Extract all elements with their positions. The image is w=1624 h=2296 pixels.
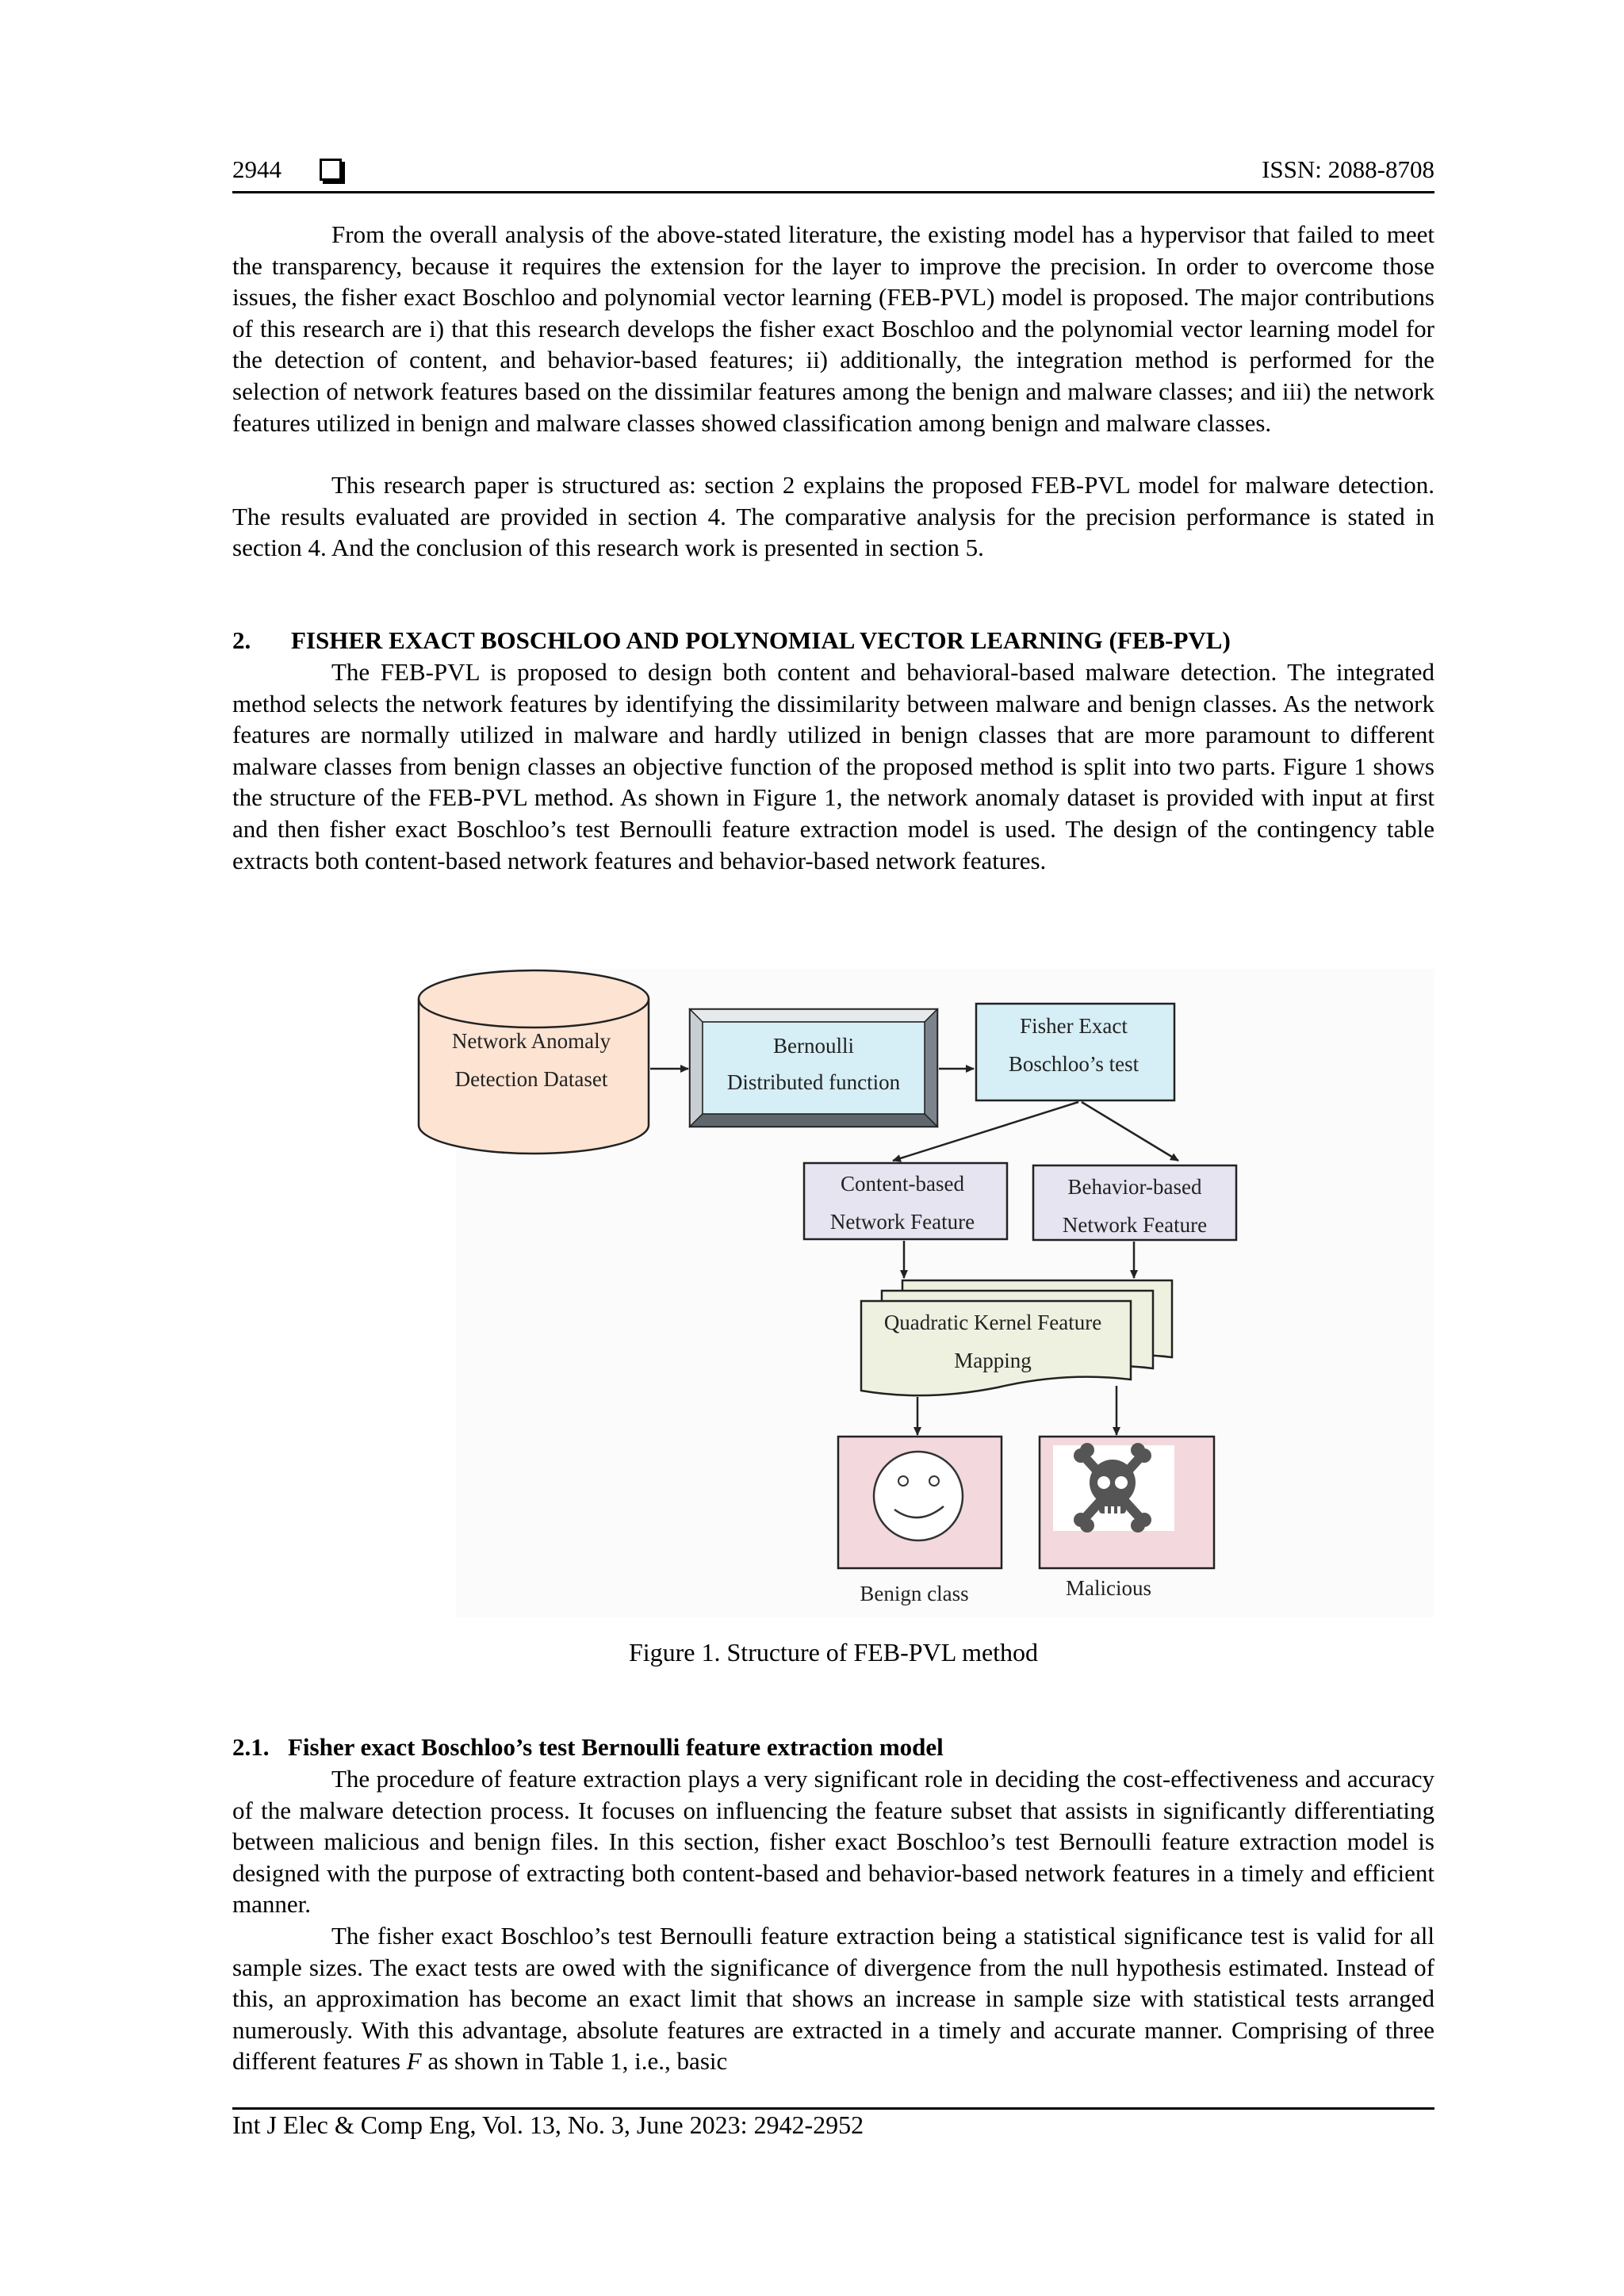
section-2-1-paragraph-1: The procedure of feature extraction plays a very significant role in deciding the cost-effectiveness and accuracy of the malware detection process. It focuses on influencing the feature subset that assists in significantly differentiating between malicious and benign files. In this section, fisher exact Boschloo’s test Bernoulli feature extraction model is designed with the purpose of extracting both content-based and behavior-based network features in a timely and efficient manner. bbox=[232, 1765, 1434, 1919]
quad-label-2: Mapping bbox=[954, 1349, 1032, 1372]
fisher-label-2: Boschloo’s test bbox=[1008, 1052, 1139, 1076]
bernoulli-box bbox=[690, 1009, 937, 1127]
intro-paragraph-1: From the overall analysis of the above-stated literature, the existing model has a hypervisor that failed to meet the transparency, because it requires the extension for the layer to improve the precision. In order to overcome those issues, the fisher exact Boschloo and polynomial vector learning (FEB-PVL) model is proposed. The major contributions of this research are i) that this research develops the fisher exact Boschloo and the polynomial vector learning model for the detection of content, and behavior-based features; ii) additionally, the integration method is performed for the selection of network features based on the dissimilar features among the benign and malware classes; and iii) the network features utilized in benign and malware classes showed classification among benign and malware classes. bbox=[232, 220, 1434, 437]
quad-label-1: Quadratic Kernel Feature bbox=[883, 1311, 1102, 1334]
section-2-1-paragraph-2-start: The fisher exact Boschloo’s test Bernoulli feature extraction being a statistical significance test is valid for all sample sizes. The exact tests are owed with the significance of divergence from the null hypothesis estimated. Instead of this, an approximation has become an exact limit that shows an increase in sample size with statistical tests arranged numerously. With this advantage, absolute features are extracted in a timely and accurate manner. Comprising of three different features bbox=[232, 1922, 1434, 2076]
content-label-1: Content-based bbox=[841, 1172, 964, 1196]
malicious-label: Malicious bbox=[1066, 1576, 1151, 1600]
issn: ISSN: 2088-8708 bbox=[1262, 155, 1434, 183]
fisher-label-1: Fisher Exact bbox=[1020, 1014, 1128, 1038]
benign-class-label: Benign class bbox=[860, 1582, 969, 1605]
content-based-box bbox=[804, 1163, 1007, 1239]
section-2-number: 2. bbox=[232, 626, 251, 654]
malicious-box bbox=[1040, 1437, 1214, 1600]
section-2-1-heading bbox=[232, 1733, 1434, 1762]
section-2-title: FISHER EXACT BOSCHLOO AND POLYNOMIAL VECTOR LEARNING (FEB-PVL) bbox=[291, 626, 1231, 654]
section-2-1-title: Fisher exact Boschloo’s test Bernoulli feature extraction model bbox=[288, 1733, 944, 1761]
behavior-label-1: Behavior-based bbox=[1067, 1175, 1202, 1199]
dataset-label-2: Detection Dataset bbox=[454, 1067, 608, 1091]
dataset-cylinder bbox=[419, 970, 649, 1154]
section-2-1-paragraph-2 bbox=[232, 1920, 1434, 2077]
fisher-box bbox=[976, 1004, 1174, 1100]
quadratic-kernel-mapping-box bbox=[861, 1280, 1172, 1395]
benign-class-box bbox=[838, 1437, 1002, 1605]
section-2-1-paragraph-2-end: as shown in Table 1, i.e., basic bbox=[427, 2047, 728, 2076]
bernoulli-label-1: Bernoulli bbox=[773, 1034, 854, 1058]
section-2-paragraph: The FEB-PVL is proposed to design both content and behavioral-based malware detection. The integrated method selects the network features by identifying the dissimilarity between malware and benign classes. As the network features are normally utilized in malware and hardly utilized in benign classes that are more paramount to different malware classes from benign classes an objective function of the proposed method is split into two parts. Figure 1 shows the structure of the FEB-PVL method. As shown in Figure 1, the network anomaly dataset is provided with input at first and then fisher exact Boschloo’s test Bernoulli feature extraction model is used. The design of the contingency table extracts both content-based network features and behavior-based network features. bbox=[232, 658, 1434, 874]
smiley-face-icon bbox=[874, 1452, 963, 1540]
content-label-2: Network Feature bbox=[829, 1210, 975, 1234]
dataset-label-1: Network Anomaly bbox=[451, 1029, 611, 1053]
footer-citation: Int J Elec & Comp Eng, Vol. 13, No. 3, June 2023: 2942-2952 bbox=[232, 2110, 864, 2139]
intro-paragraph-2: This research paper is structured as: section 2 explains the proposed FEB-PVL model for malware detection. The results evaluated are provided in section 4. The comparative analysis for the precision performance is stated in section 4. And the conclusion of this research work is presented in section 5. bbox=[232, 471, 1434, 562]
arrow-fisher-to-behavior bbox=[1082, 1102, 1178, 1161]
behavior-label-2: Network Feature bbox=[1062, 1213, 1208, 1237]
page-number: 2944 bbox=[232, 155, 282, 183]
section-2-1-number: 2.1. bbox=[232, 1733, 270, 1761]
figure-1-caption: Figure 1. Structure of FEB-PVL method bbox=[628, 1638, 1039, 1667]
footer-rule bbox=[232, 2107, 1434, 2110]
behavior-based-box bbox=[1033, 1165, 1236, 1240]
bernoulli-label-2: Distributed function bbox=[726, 1070, 901, 1094]
feature-variable-f: F bbox=[406, 2047, 422, 2076]
